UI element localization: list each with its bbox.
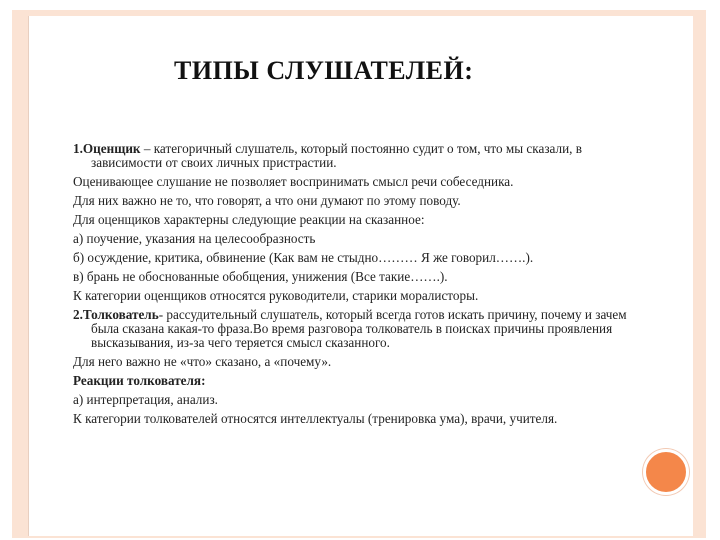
paragraph-interpreter	[73, 308, 633, 350]
list-item: б) осуждение, критика, обвинение (Как вам не стыдно……… Я же говорил…….).	[73, 250, 534, 265]
paragraph: Для них важно не то, что говорят, а что они думают по этому поводу.	[73, 193, 461, 208]
list-item: а) интерпретация, анализ.	[73, 392, 218, 407]
paragraph-text: - рассудительный слушатель, который всегда готов искать причину, почему и зачем была сказана какая-то фраза.Во время разговора толкователь в поисках причины проявления высказывания, из-за чего теряется смысл сказанного.	[91, 307, 627, 350]
paragraph: К категории оценщиков относятся руководители, старики моралисторы.	[73, 288, 479, 303]
slide-title: ТИПЫ СЛУШАТЕЛЕЙ:	[174, 56, 474, 85]
list-item: в) брань не обоснованные обобщения, унижения (Все такие…….).	[73, 269, 448, 284]
paragraph: К категории толкователей относятся интеллектуалы (тренировка ума), врачи, учителя.	[73, 411, 558, 426]
list-item: а) поучение, указания на целесообразность	[73, 231, 316, 246]
slide-body	[73, 142, 633, 431]
decorative-circle	[643, 449, 689, 495]
subheading	[73, 374, 633, 388]
paragraph: Оценивающее слушание не позволяет воспринимать смысл речи собеседника.	[73, 174, 514, 189]
subheading-text: Реакции толкователя:	[73, 373, 206, 388]
slide	[28, 16, 693, 536]
paragraph: Для оценщиков характерны следующие реакции на сказанное:	[73, 212, 425, 227]
paragraph-text: – категоричный слушатель, который постоянно судит о том, что мы сказали, в зависимости от своих личных пристрастии.	[91, 141, 582, 170]
term-evaluator: 1.Оценщик	[73, 141, 141, 156]
term-interpreter: 2.Толкователь	[73, 307, 159, 322]
paragraph-evaluator	[73, 142, 633, 170]
paragraph: Для него важно не «что» сказано, а «почему».	[73, 354, 332, 369]
